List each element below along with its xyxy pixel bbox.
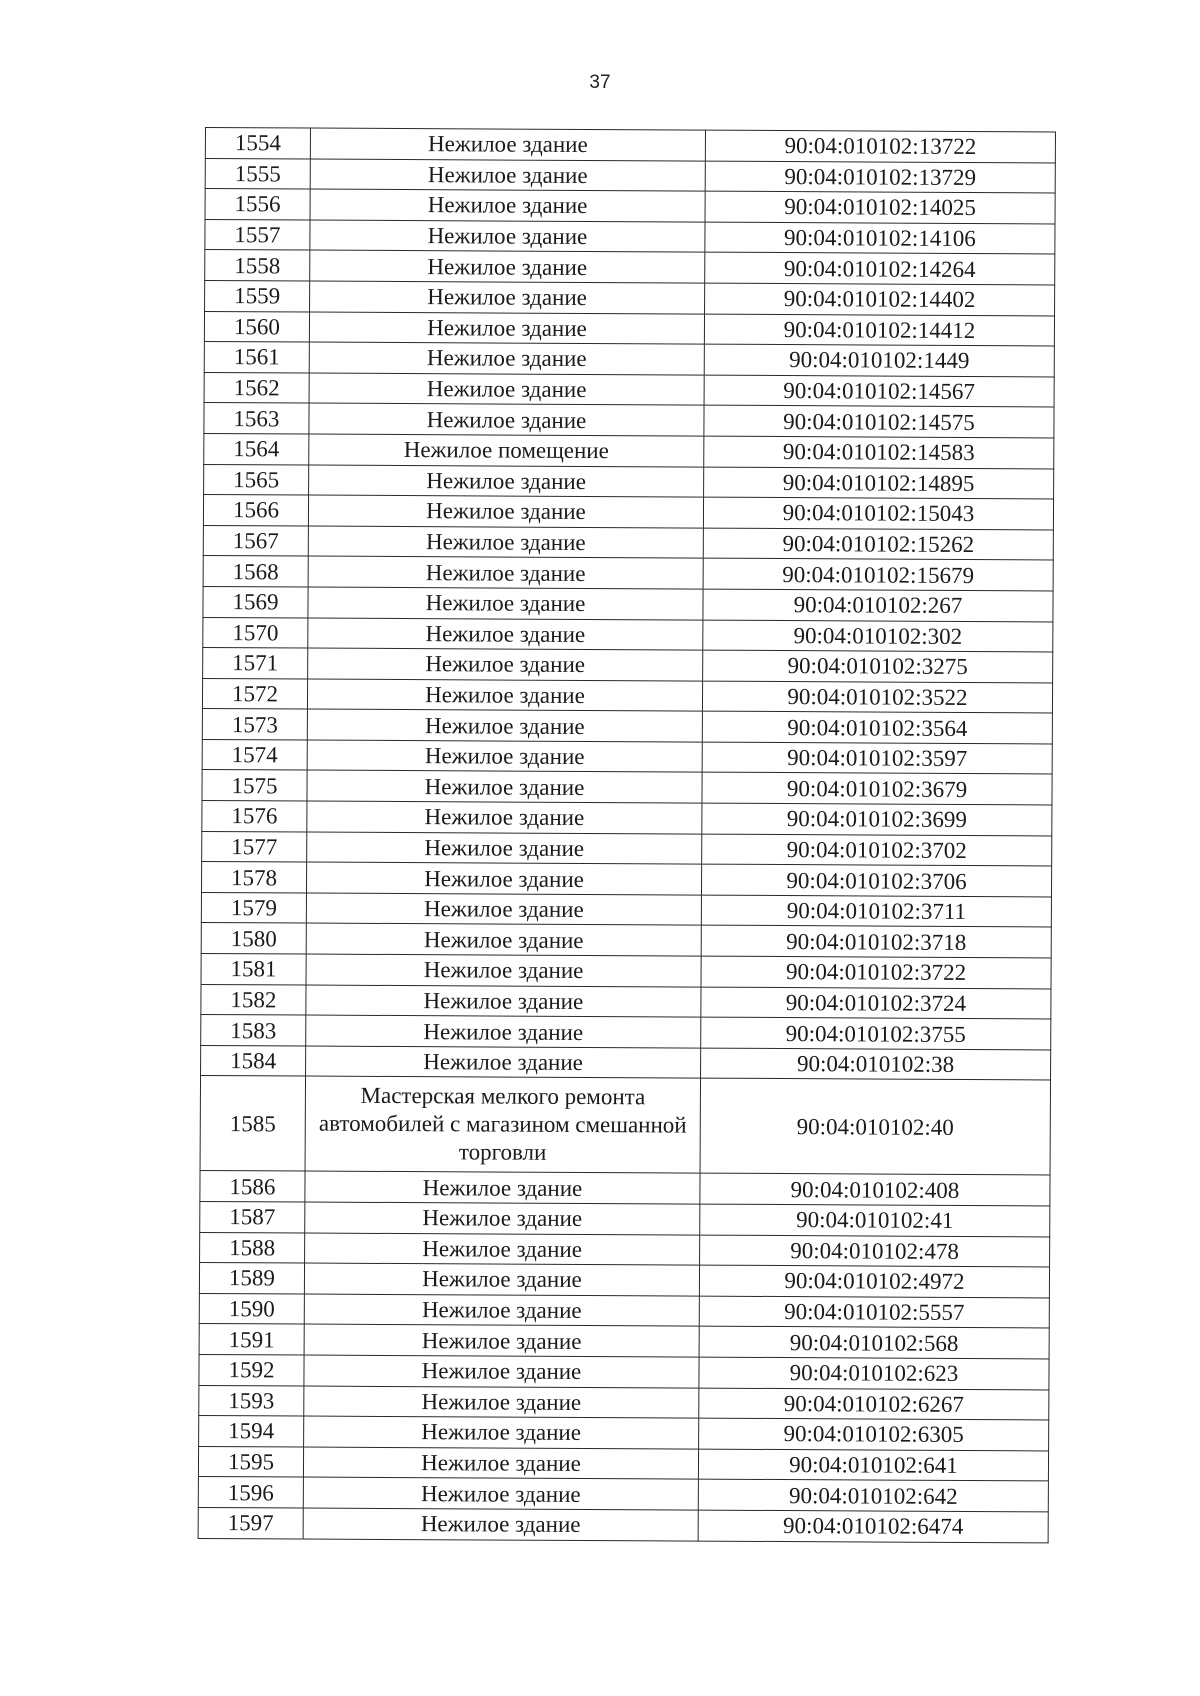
object-name-cell: Нежилое здание	[303, 1447, 698, 1480]
row-number-cell: 1596	[198, 1477, 303, 1508]
table-row	[200, 1201, 1050, 1236]
row-number-cell: 1579	[201, 892, 306, 923]
cadastral-number-cell: 90:04:010102:3699	[702, 803, 1052, 835]
object-name-cell: Нежилое здание	[308, 526, 703, 559]
cadastral-number-cell: 90:04:010102:41	[700, 1204, 1050, 1236]
table-row	[204, 311, 1054, 346]
row-number-cell: 1570	[203, 617, 308, 648]
table-row	[199, 1293, 1049, 1328]
table-row	[200, 1171, 1050, 1206]
object-name-cell: Нежилое здание	[307, 709, 702, 742]
object-name-cell: Нежилое здание	[309, 403, 704, 436]
object-name-cell: Нежилое здание	[310, 220, 705, 253]
cadastral-number-cell: 90:04:010102:1449	[704, 344, 1054, 376]
table-row	[202, 678, 1052, 713]
table-row	[203, 586, 1053, 621]
row-number-cell: 1559	[205, 280, 310, 311]
object-name-cell: Нежилое здание	[306, 1046, 701, 1079]
object-name-cell: Нежилое здание	[306, 923, 701, 956]
object-name-cell: Нежилое здание	[308, 648, 703, 681]
table-row	[202, 770, 1052, 805]
object-name-cell: Нежилое здание	[305, 1202, 700, 1235]
object-name-cell: Нежилое здание	[303, 1477, 698, 1510]
table-row	[204, 403, 1054, 438]
object-name-cell: Нежилое здание	[308, 556, 703, 589]
row-number-cell: 1574	[202, 739, 307, 770]
cadastral-number-cell: 90:04:010102:3755	[701, 1017, 1051, 1049]
object-name-cell: Нежилое здание	[304, 1294, 699, 1327]
row-number-cell: 1576	[202, 801, 307, 832]
cadastral-number-cell: 90:04:010102:3564	[702, 711, 1052, 743]
cadastral-number-cell: 90:04:010102:6305	[699, 1418, 1049, 1450]
object-name-cell: Нежилое здание	[310, 159, 705, 192]
row-number-cell: 1577	[202, 831, 307, 862]
row-number-cell: 1555	[205, 158, 310, 189]
cadastral-number-cell: 90:04:010102:3706	[701, 864, 1051, 896]
cadastral-number-cell: 90:04:010102:14025	[705, 191, 1055, 223]
cadastral-number-cell: 90:04:010102:14106	[705, 222, 1055, 254]
object-name-cell: Нежилое здание	[306, 1015, 701, 1048]
object-name-cell: Нежилое здание	[308, 495, 703, 528]
table-row	[201, 954, 1051, 989]
cadastral-number-cell: 90:04:010102:3724	[701, 987, 1051, 1019]
object-name-cell: Нежилое здание	[307, 740, 702, 773]
cadastral-number-cell: 90:04:010102:14412	[704, 314, 1054, 346]
table-row	[200, 1232, 1050, 1267]
row-number-cell: 1556	[205, 189, 310, 220]
row-number-cell: 1568	[203, 556, 308, 587]
row-number-cell: 1561	[204, 342, 309, 373]
table-row	[203, 617, 1053, 652]
table-row	[199, 1263, 1049, 1298]
table-row	[204, 464, 1054, 499]
object-name-cell: Нежилое здание	[310, 189, 705, 222]
object-name-cell: Нежилое здание	[306, 893, 701, 926]
table-row	[199, 1416, 1049, 1451]
cadastral-number-cell: 90:04:010102:3679	[702, 773, 1052, 805]
table-row	[201, 892, 1051, 927]
row-number-cell: 1582	[201, 984, 306, 1015]
object-name-cell: Нежилое здание	[304, 1263, 699, 1296]
cadastral-number-cell: 90:04:010102:6474	[698, 1510, 1048, 1542]
cadastral-number-cell: 90:04:010102:15262	[703, 528, 1053, 560]
table-row	[199, 1385, 1049, 1420]
row-number-cell: 1572	[202, 678, 307, 709]
cadastral-number-cell: 90:04:010102:642	[698, 1479, 1048, 1511]
object-name-cell: Нежилое здание	[307, 832, 702, 865]
table-row	[201, 984, 1051, 1019]
table-row	[205, 250, 1055, 285]
cadastral-number-cell: 90:04:010102:3275	[703, 650, 1053, 682]
registry-table-body	[198, 128, 1055, 1543]
row-number-cell: 1581	[201, 954, 306, 985]
object-name-cell: Нежилое здание	[306, 985, 701, 1018]
object-name-cell: Нежилое здание	[304, 1386, 699, 1419]
table-row	[199, 1324, 1049, 1359]
row-number-cell: 1560	[204, 311, 309, 342]
table-row	[205, 158, 1055, 193]
object-name-cell: Мастерская мелкого ремонта автомобилей с магазином смешанной торговли	[305, 1076, 700, 1173]
table-row	[204, 433, 1054, 468]
object-name-cell: Нежилое здание	[305, 1233, 700, 1266]
row-number-cell: 1554	[205, 128, 310, 159]
object-name-cell: Нежилое здание	[309, 342, 704, 375]
table-row	[201, 1015, 1051, 1050]
cadastral-number-cell: 90:04:010102:302	[703, 620, 1053, 652]
table-row	[205, 280, 1055, 315]
table-row	[201, 1045, 1051, 1080]
table-row	[205, 219, 1055, 254]
object-name-cell: Нежилое здание	[310, 281, 705, 314]
object-name-cell: Нежилое здание	[309, 312, 704, 345]
cadastral-number-cell: 90:04:010102:40	[700, 1079, 1050, 1176]
table-row	[198, 1446, 1048, 1481]
row-number-cell: 1563	[204, 403, 309, 434]
row-number-cell: 1591	[199, 1324, 304, 1355]
table-row	[205, 189, 1055, 224]
cadastral-number-cell: 90:04:010102:3711	[701, 895, 1051, 927]
table-row	[202, 709, 1052, 744]
table-row	[199, 1354, 1049, 1389]
cadastral-number-cell: 90:04:010102:623	[699, 1357, 1049, 1389]
row-number-cell: 1569	[203, 586, 308, 617]
cadastral-number-cell: 90:04:010102:15679	[703, 558, 1053, 590]
cadastral-number-cell: 90:04:010102:4972	[699, 1265, 1049, 1297]
object-name-cell: Нежилое здание	[305, 1171, 700, 1204]
object-name-cell: Нежилое здание	[306, 954, 701, 987]
cadastral-number-cell: 90:04:010102:408	[700, 1174, 1050, 1206]
cadastral-number-cell: 90:04:010102:478	[700, 1235, 1050, 1267]
object-name-cell: Нежилое здание	[307, 771, 702, 804]
object-name-cell: Нежилое здание	[309, 373, 704, 406]
object-name-cell: Нежилое здание	[304, 1355, 699, 1388]
row-number-cell: 1590	[199, 1293, 304, 1324]
object-name-cell: Нежилое здание	[310, 250, 705, 283]
table-row	[201, 862, 1051, 897]
object-name-cell: Нежилое здание	[308, 587, 703, 620]
table-row	[203, 525, 1053, 560]
cadastral-number-cell: 90:04:010102:14583	[704, 436, 1054, 468]
table-row	[202, 739, 1052, 774]
cadastral-number-cell: 90:04:010102:14402	[705, 283, 1055, 315]
row-number-cell: 1595	[198, 1446, 303, 1477]
table-row	[198, 1477, 1048, 1512]
object-name-cell: Нежилое здание	[307, 801, 702, 834]
object-name-cell: Нежилое помещение	[309, 434, 704, 467]
row-number-cell: 1589	[199, 1263, 304, 1294]
cadastral-number-cell: 90:04:010102:5557	[699, 1296, 1049, 1328]
cadastral-number-cell: 90:04:010102:14264	[705, 252, 1055, 284]
object-name-cell: Нежилое здание	[306, 862, 701, 895]
cadastral-number-cell: 90:04:010102:38	[701, 1048, 1051, 1080]
row-number-cell: 1565	[204, 464, 309, 495]
row-number-cell: 1586	[200, 1171, 305, 1202]
row-number-cell: 1592	[199, 1354, 304, 1385]
cadastral-number-cell: 90:04:010102:14895	[704, 467, 1054, 499]
row-number-cell: 1597	[198, 1507, 303, 1538]
page-number: 37	[589, 72, 611, 93]
object-name-cell: Нежилое здание	[310, 128, 705, 161]
cadastral-number-cell: 90:04:010102:13722	[705, 130, 1055, 162]
table-row	[202, 801, 1052, 836]
row-number-cell: 1562	[204, 372, 309, 403]
object-name-cell: Нежилое здание	[307, 679, 702, 712]
cadastral-number-cell: 90:04:010102:641	[698, 1449, 1048, 1481]
table-row	[204, 372, 1054, 407]
table-row	[202, 831, 1052, 866]
row-number-cell: 1580	[201, 923, 306, 954]
row-number-cell: 1584	[201, 1045, 306, 1076]
table-row	[201, 923, 1051, 958]
object-name-cell: Нежилое здание	[303, 1508, 698, 1541]
row-number-cell: 1558	[205, 250, 310, 281]
table-row	[203, 495, 1053, 530]
cadastral-number-cell: 90:04:010102:3522	[702, 681, 1052, 713]
cadastral-number-cell: 90:04:010102:3722	[701, 956, 1051, 988]
cadastral-number-cell: 90:04:010102:13729	[705, 161, 1055, 193]
cadastral-number-cell: 90:04:010102:15043	[703, 497, 1053, 529]
row-number-cell: 1557	[205, 219, 310, 250]
row-number-cell: 1575	[202, 770, 307, 801]
row-number-cell: 1578	[201, 862, 306, 893]
object-name-cell: Нежилое здание	[309, 465, 704, 498]
row-number-cell: 1585	[200, 1076, 305, 1172]
cadastral-number-cell: 90:04:010102:267	[703, 589, 1053, 621]
object-name-cell: Нежилое здание	[304, 1416, 699, 1449]
cadastral-number-cell: 90:04:010102:568	[699, 1326, 1049, 1358]
table-row	[200, 1076, 1050, 1175]
table-row	[204, 342, 1054, 377]
object-name-cell: Нежилое здание	[304, 1324, 699, 1357]
table-row	[203, 648, 1053, 683]
row-number-cell: 1583	[201, 1015, 306, 1046]
row-number-cell: 1587	[200, 1201, 305, 1232]
row-number-cell: 1593	[199, 1385, 304, 1416]
property-registry-table	[198, 127, 1056, 1543]
cadastral-number-cell: 90:04:010102:3718	[701, 926, 1051, 958]
cadastral-number-cell: 90:04:010102:14567	[704, 375, 1054, 407]
cadastral-number-cell: 90:04:010102:3597	[702, 742, 1052, 774]
row-number-cell: 1588	[200, 1232, 305, 1263]
row-number-cell: 1571	[203, 648, 308, 679]
table-row	[198, 1507, 1048, 1542]
table-row	[203, 556, 1053, 591]
row-number-cell: 1564	[204, 433, 309, 464]
row-number-cell: 1573	[202, 709, 307, 740]
cadastral-number-cell: 90:04:010102:14575	[704, 405, 1054, 437]
cadastral-number-cell: 90:04:010102:3702	[702, 834, 1052, 866]
cadastral-number-cell: 90:04:010102:6267	[699, 1388, 1049, 1420]
row-number-cell: 1567	[203, 525, 308, 556]
row-number-cell: 1566	[203, 495, 308, 526]
row-number-cell: 1594	[199, 1416, 304, 1447]
table-row	[205, 128, 1055, 163]
object-name-cell: Нежилое здание	[308, 618, 703, 651]
